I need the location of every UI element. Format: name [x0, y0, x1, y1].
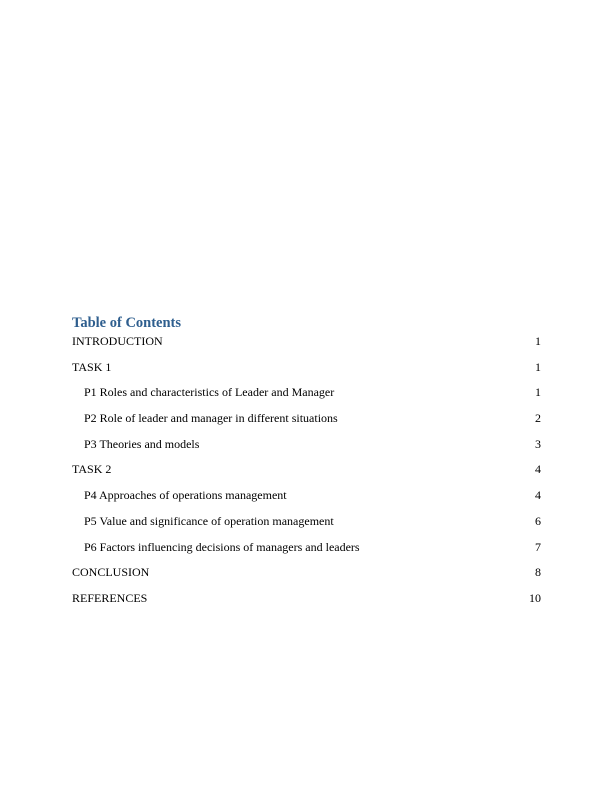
toc-entry-label: P5 Value and significance of operation management — [84, 513, 334, 528]
toc-entry-label: TASK 2 — [72, 462, 112, 477]
toc-entry-p4[interactable] — [72, 488, 541, 502]
toc-entry-page-number: 3 — [535, 436, 541, 451]
toc-entry-label: TASK 1 — [72, 359, 112, 374]
toc-entry-label: CONCLUSION — [72, 565, 150, 580]
toc-entry-page-number: 8 — [535, 565, 541, 580]
toc-entry-page-number: 7 — [535, 539, 541, 554]
toc-entry-task-2[interactable] — [72, 462, 541, 476]
toc-entry-p1[interactable] — [72, 385, 541, 399]
toc-entry-introduction[interactable] — [72, 334, 541, 348]
toc-entry-label: P1 Roles and characteristics of Leader and Manager — [84, 385, 335, 400]
toc-entry-p6[interactable] — [72, 540, 541, 554]
toc-entry-page-number: 4 — [535, 462, 541, 477]
toc-entry-label: P3 Theories and models — [84, 436, 200, 451]
toc-entry-references[interactable] — [72, 591, 541, 605]
toc-entry-page-number: 2 — [535, 411, 541, 426]
toc-entry-page-number: 4 — [535, 488, 541, 503]
toc-entry-label: INTRODUCTION — [72, 334, 163, 348]
table-of-contents — [72, 314, 541, 617]
toc-entry-page-number: 1 — [535, 334, 541, 348]
toc-entry-label: P4 Approaches of operations management — [84, 488, 287, 503]
toc-entry-p2[interactable] — [72, 411, 541, 425]
toc-entry-label: REFERENCES — [72, 590, 148, 605]
toc-entry-p5[interactable] — [72, 514, 541, 528]
toc-entry-label: P6 Factors influencing decisions of managers and leaders — [84, 539, 360, 554]
toc-entry-task-1[interactable] — [72, 360, 541, 374]
toc-entry-p3[interactable] — [72, 437, 541, 451]
toc-entry-page-number: 1 — [535, 385, 541, 400]
toc-title: Table of Contents — [72, 315, 182, 331]
toc-entry-conclusion[interactable] — [72, 565, 541, 579]
toc-entry-page-number: 10 — [529, 590, 541, 605]
toc-entry-page-number: 6 — [535, 513, 541, 528]
toc-entry-page-number: 1 — [535, 359, 541, 374]
toc-entry-label: P2 Role of leader and manager in different situations — [84, 411, 338, 426]
